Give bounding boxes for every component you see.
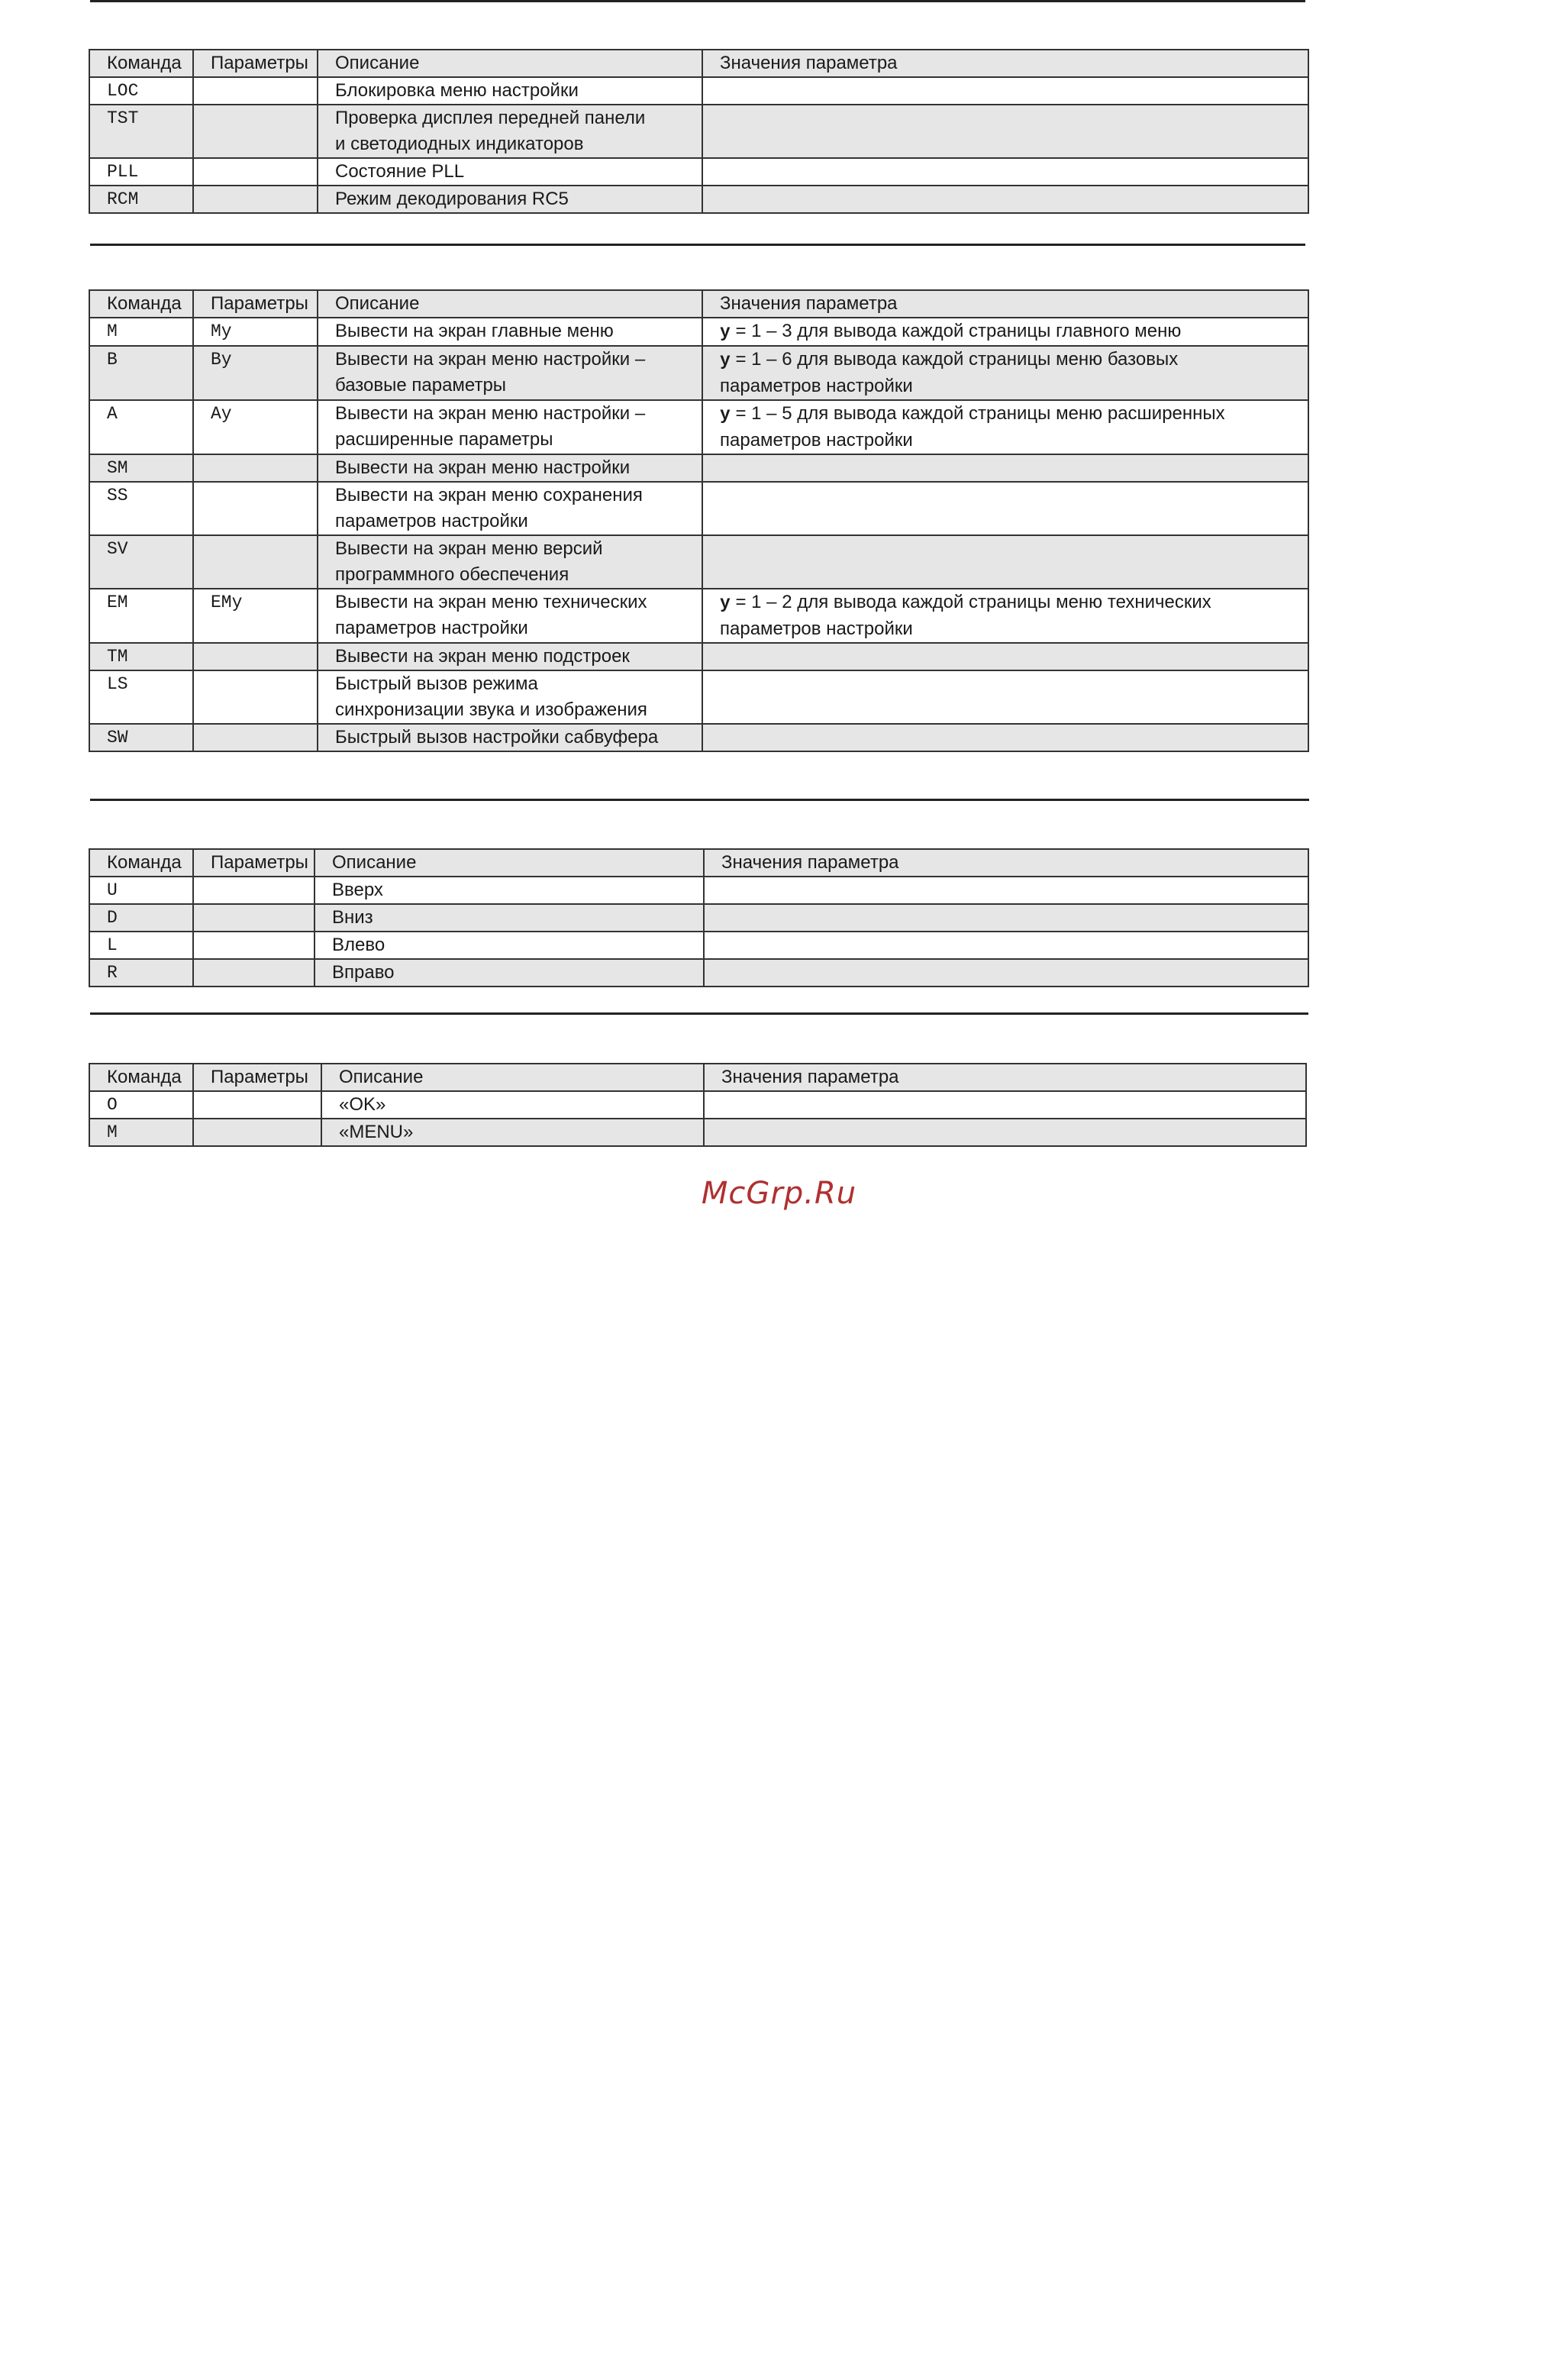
table-row [89, 77, 1308, 105]
value-variable: y [720, 322, 731, 342]
description-cell: Вывести на экран меню настройки [318, 454, 702, 482]
param-cell [193, 77, 318, 105]
command-cell: PLL [89, 158, 193, 186]
table-row [89, 589, 1308, 643]
value-variable: y [720, 593, 731, 613]
command-cell: LS [89, 670, 193, 724]
value-cell [702, 346, 1308, 400]
command-cell: SV [89, 535, 193, 589]
param-cell [193, 158, 318, 186]
param-cell: My [193, 318, 318, 346]
value-cell [702, 724, 1308, 751]
table-row [89, 346, 1308, 400]
value-text: = 1 – 6 для вывода каждой страницы меню базовых параметров настройки [720, 349, 1179, 396]
param-cell [193, 186, 318, 213]
value-variable: y [720, 405, 731, 425]
value-text: = 1 – 3 для вывода каждой страницы главного меню [730, 321, 1182, 341]
command-cell: SM [89, 454, 193, 482]
command-cell: U [89, 877, 193, 904]
header-params: Параметры [193, 290, 318, 318]
value-cell [704, 959, 1308, 987]
table-row [89, 643, 1308, 670]
description-cell: Быстрый вызов настройки сабвуфера [318, 724, 702, 751]
command-cell: A [89, 400, 193, 454]
command-table-2 [89, 289, 1309, 752]
command-cell: D [89, 904, 193, 932]
header-params: Параметры [193, 50, 318, 77]
table-row [89, 877, 1308, 904]
table-row [89, 724, 1308, 751]
param-cell [193, 932, 315, 959]
value-cell [702, 482, 1308, 535]
command-cell: L [89, 932, 193, 959]
header-description: Описание [321, 1064, 704, 1091]
section-rule-1 [90, 0, 1305, 2]
param-cell [193, 643, 318, 670]
param-cell: EMy [193, 589, 318, 643]
description-cell: Быстрый вызов режима синхронизации звука и изображения [318, 670, 702, 724]
value-cell [702, 643, 1308, 670]
command-cell: TST [89, 105, 193, 158]
command-cell: M [89, 318, 193, 346]
description-cell: Влево [315, 932, 704, 959]
header-values: Значения параметра [702, 50, 1308, 77]
command-cell: M [89, 1119, 193, 1146]
table-row [89, 482, 1308, 535]
value-cell [702, 670, 1308, 724]
table-header-row [89, 50, 1308, 77]
description-cell: Вывести на экран главные меню [318, 318, 702, 346]
table-row [89, 158, 1308, 186]
table-row [89, 670, 1308, 724]
watermark: McGrp.Ru [701, 1176, 857, 1211]
table-row [89, 454, 1308, 482]
description-cell: Вывести на экран меню настройки – расширенные параметры [318, 400, 702, 454]
value-cell [702, 105, 1308, 158]
param-cell [193, 1119, 321, 1146]
section-rule-2 [90, 244, 1305, 246]
header-params: Параметры [193, 849, 315, 877]
command-table-4 [89, 1063, 1307, 1147]
section-rule-3 [90, 799, 1309, 801]
value-variable: y [720, 350, 731, 370]
description-cell: Вывести на экран меню подстроек [318, 643, 702, 670]
param-cell [193, 1091, 321, 1119]
param-cell [193, 482, 318, 535]
description-cell: Состояние PLL [318, 158, 702, 186]
param-cell [193, 105, 318, 158]
table-row [89, 400, 1308, 454]
header-values: Значения параметра [704, 1064, 1306, 1091]
header-description: Описание [318, 50, 702, 77]
command-cell: R [89, 959, 193, 987]
table-row [89, 1119, 1306, 1146]
header-values: Значения параметра [704, 849, 1308, 877]
command-cell: TM [89, 643, 193, 670]
command-cell: SS [89, 482, 193, 535]
value-text: = 1 – 2 для вывода каждой страницы меню технических параметров настройки [720, 592, 1211, 639]
table-row [89, 932, 1308, 959]
table-row [89, 904, 1308, 932]
header-params: Параметры [193, 1064, 321, 1091]
description-cell: Вправо [315, 959, 704, 987]
table-row [89, 959, 1308, 987]
table-row [89, 535, 1308, 589]
description-cell: Проверка дисплея передней панели и светодиодных индикаторов [318, 105, 702, 158]
value-cell [702, 400, 1308, 454]
value-cell [702, 77, 1308, 105]
description-cell: Вывести на экран меню версий программного обеспечения [318, 535, 702, 589]
param-cell: By [193, 346, 318, 400]
header-command: Команда [89, 290, 193, 318]
value-cell [702, 158, 1308, 186]
description-cell: Вниз [315, 904, 704, 932]
value-cell [702, 186, 1308, 213]
description-cell: Вывести на экран меню настройки – базовые параметры [318, 346, 702, 400]
value-cell [704, 1119, 1306, 1146]
value-cell [702, 454, 1308, 482]
description-cell: «OK» [321, 1091, 704, 1119]
table-row [89, 1091, 1306, 1119]
table-row [89, 105, 1308, 158]
header-values: Значения параметра [702, 290, 1308, 318]
command-table-3 [89, 848, 1309, 987]
description-cell: Вывести на экран меню сохранения параметров настройки [318, 482, 702, 535]
param-cell [193, 959, 315, 987]
param-cell: Ay [193, 400, 318, 454]
command-cell: LOC [89, 77, 193, 105]
table-row [89, 318, 1308, 346]
section-rule-4 [90, 1012, 1308, 1015]
header-command: Команда [89, 1064, 193, 1091]
value-cell [704, 877, 1308, 904]
param-cell [193, 724, 318, 751]
value-cell [702, 535, 1308, 589]
header-description: Описание [315, 849, 704, 877]
description-cell: Блокировка меню настройки [318, 77, 702, 105]
table-row [89, 186, 1308, 213]
command-cell: RCM [89, 186, 193, 213]
table-header-row [89, 1064, 1306, 1091]
value-cell [702, 589, 1308, 643]
param-cell [193, 535, 318, 589]
command-cell: SW [89, 724, 193, 751]
param-cell [193, 670, 318, 724]
value-text: = 1 – 5 для вывода каждой страницы меню расширенных параметров настройки [720, 403, 1225, 450]
param-cell [193, 877, 315, 904]
command-table-1 [89, 49, 1309, 214]
description-cell: Режим декодирования RC5 [318, 186, 702, 213]
header-command: Команда [89, 849, 193, 877]
command-cell: O [89, 1091, 193, 1119]
table-header-row [89, 290, 1308, 318]
value-cell [704, 1091, 1306, 1119]
description-cell: «MENU» [321, 1119, 704, 1146]
command-cell: EM [89, 589, 193, 643]
value-cell [704, 932, 1308, 959]
header-description: Описание [318, 290, 702, 318]
description-cell: Вверх [315, 877, 704, 904]
header-command: Команда [89, 50, 193, 77]
description-cell: Вывести на экран меню технических параметров настройки [318, 589, 702, 643]
command-cell: B [89, 346, 193, 400]
value-cell [704, 904, 1308, 932]
param-cell [193, 454, 318, 482]
table-header-row [89, 849, 1308, 877]
value-cell [702, 318, 1308, 346]
param-cell [193, 904, 315, 932]
